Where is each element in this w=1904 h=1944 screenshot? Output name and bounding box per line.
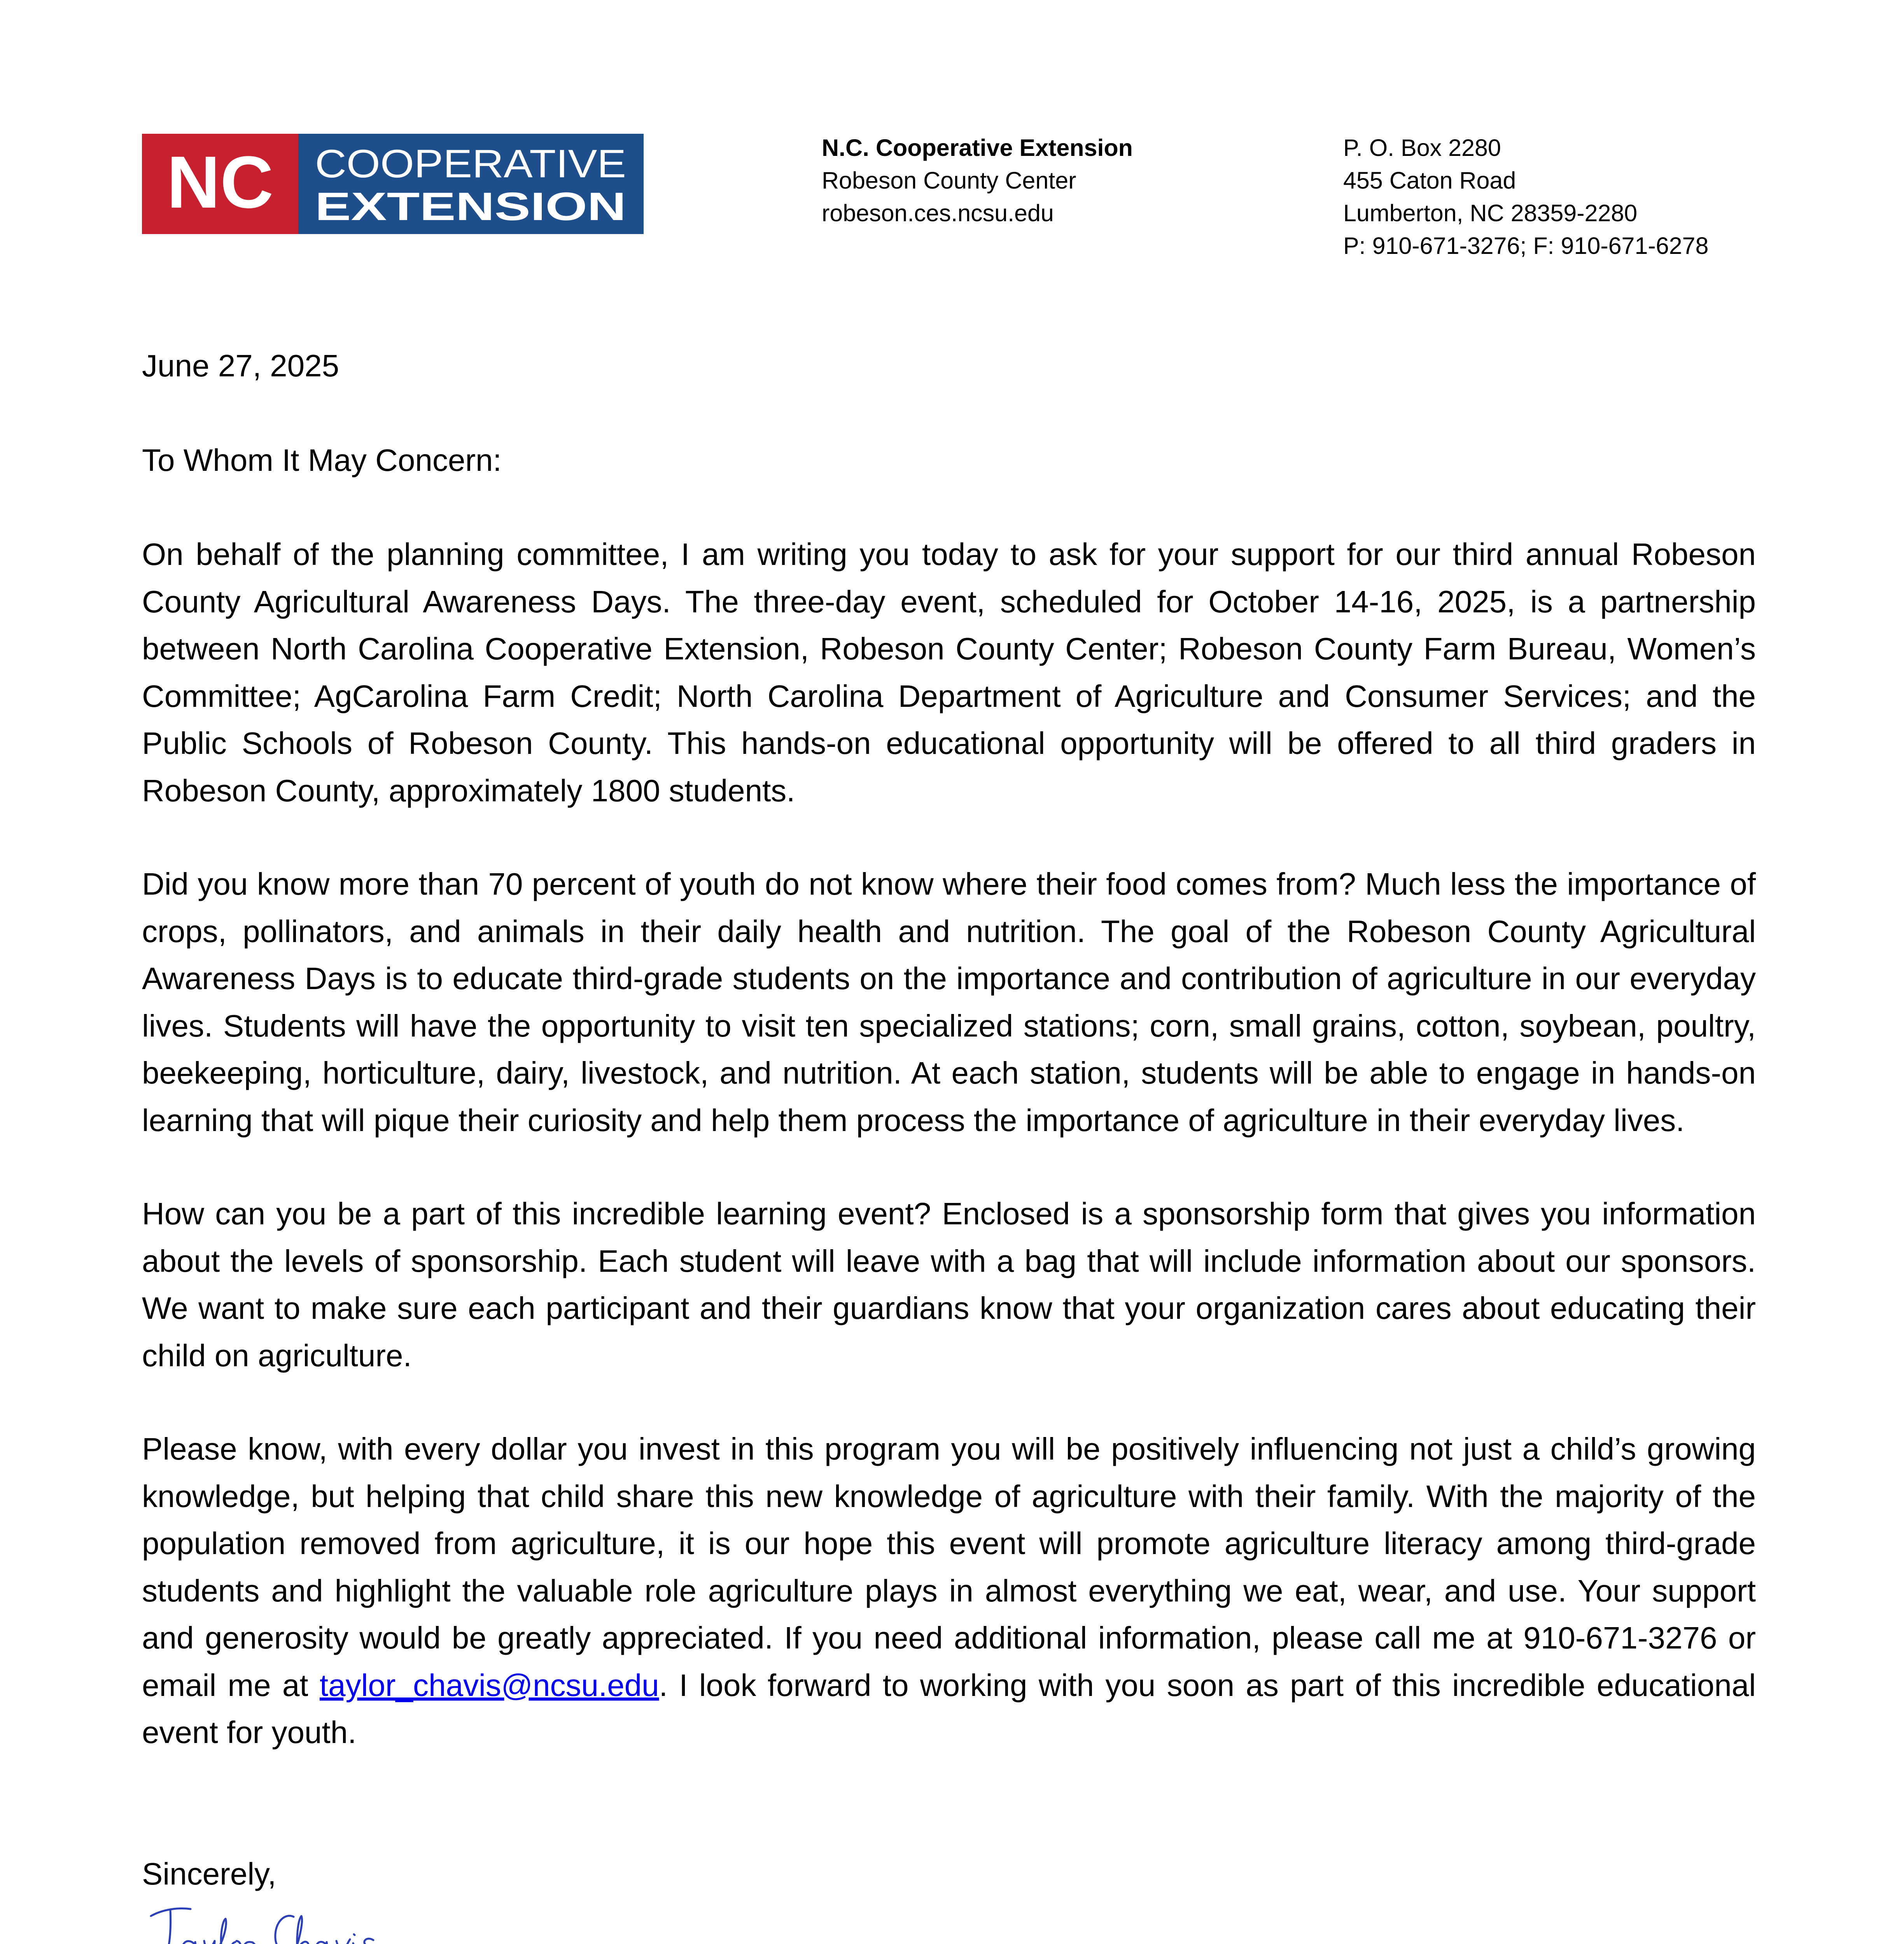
logo-extension-text: EXTENSION [315, 184, 626, 229]
header-right-address [1343, 131, 1708, 262]
street-address: 455 Caton Road [1343, 167, 1516, 194]
paragraph-4 [142, 1425, 1756, 1756]
nc-cooperative-extension-logo [142, 134, 644, 234]
paragraph-1: On behalf of the planning committee, I am writing you today to ask for your support for our third annual Robeson County Agricultural Awareness Days. The three-day event, scheduled for October 14-16, 2025, is a partnership between North Carolina Cooperative Extension, Robeson County Center; Robeson County Farm Bureau, Women’s Committee; AgCarolina Farm Credit; North Carolina Department of Agriculture and Consumer Services; and the Public Schools of Robeson County. This hands-on educational opportunity will be offered to all third graders in Robeson County, approximately 1800 students. [142, 537, 1756, 808]
logo-cooperative-text: COOPERATIVE [315, 142, 626, 186]
header-center-address [822, 131, 1133, 229]
paragraph-3: How can you be a part of this incredible learning event? Enclosed is a sponsorship form that gives you information about the levels of sponsorship. Each student will leave with a bag that will include information about our sponsors. We want to make sure each participant and their guardians know that your organization cares about educating their child on agriculture. [142, 1196, 1756, 1373]
salutation: To Whom It May Concern: [142, 443, 502, 477]
po-box: P. O. Box 2280 [1343, 135, 1501, 161]
phone-fax: P: 910-671-3276; F: 910-671-6278 [1343, 233, 1709, 259]
logo-nc-text: NC [166, 141, 274, 224]
paragraph-2: Did you know more than 70 percent of youth do not know where their food comes from? Much less the importance of crops, pollinators, and animals in their daily health and nutrition. The goal of the Robeson County Agricultural Awareness Days is to educate third-grade students on the importance and contribution of agriculture in our everyday lives. Students will have the opportunity to visit ten specialized stations; corn, small grains, cotton, soybean, poultry, beekeeping, horticulture, dairy, livestock, and nutrition. At each station, students will be able to engage in hands-on learning that will pique their curiosity and help them process the importance of agriculture in their everyday lives. [142, 867, 1756, 1138]
closing: Sincerely, [142, 1857, 276, 1891]
paragraph-4-text: Please know, with every dollar you invest in this program you will be positively influencing not just a child’s growing knowledge, but helping that child share this new knowledge of agriculture with their family. With the majority of the population removed from agriculture, it is our hope this event will promote agriculture literacy among third-grade students and highlight the valuable role agriculture plays in almost everything we eat, wear, and use. Your support and generosity would be greatly appreciated. If you need additional information, please call me at 910-671-3276 or email me at [142, 1432, 1756, 1703]
paragraph-4-text-end: . I look forward to working with you soon as part of this incredible educational event for youth. [142, 1668, 1756, 1750]
city-state-zip: Lumberton, NC 28359-2280 [1343, 200, 1638, 226]
handwritten-signature [140, 1897, 389, 1944]
org-name: N.C. Cooperative Extension [822, 135, 1133, 161]
center-name: Robeson County Center [822, 167, 1076, 194]
email-link[interactable]: taylor_chavis@ncsu.edu [319, 1668, 659, 1703]
website: robeson.ces.ncsu.edu [822, 200, 1054, 226]
letter-date: June 27, 2025 [142, 348, 340, 383]
